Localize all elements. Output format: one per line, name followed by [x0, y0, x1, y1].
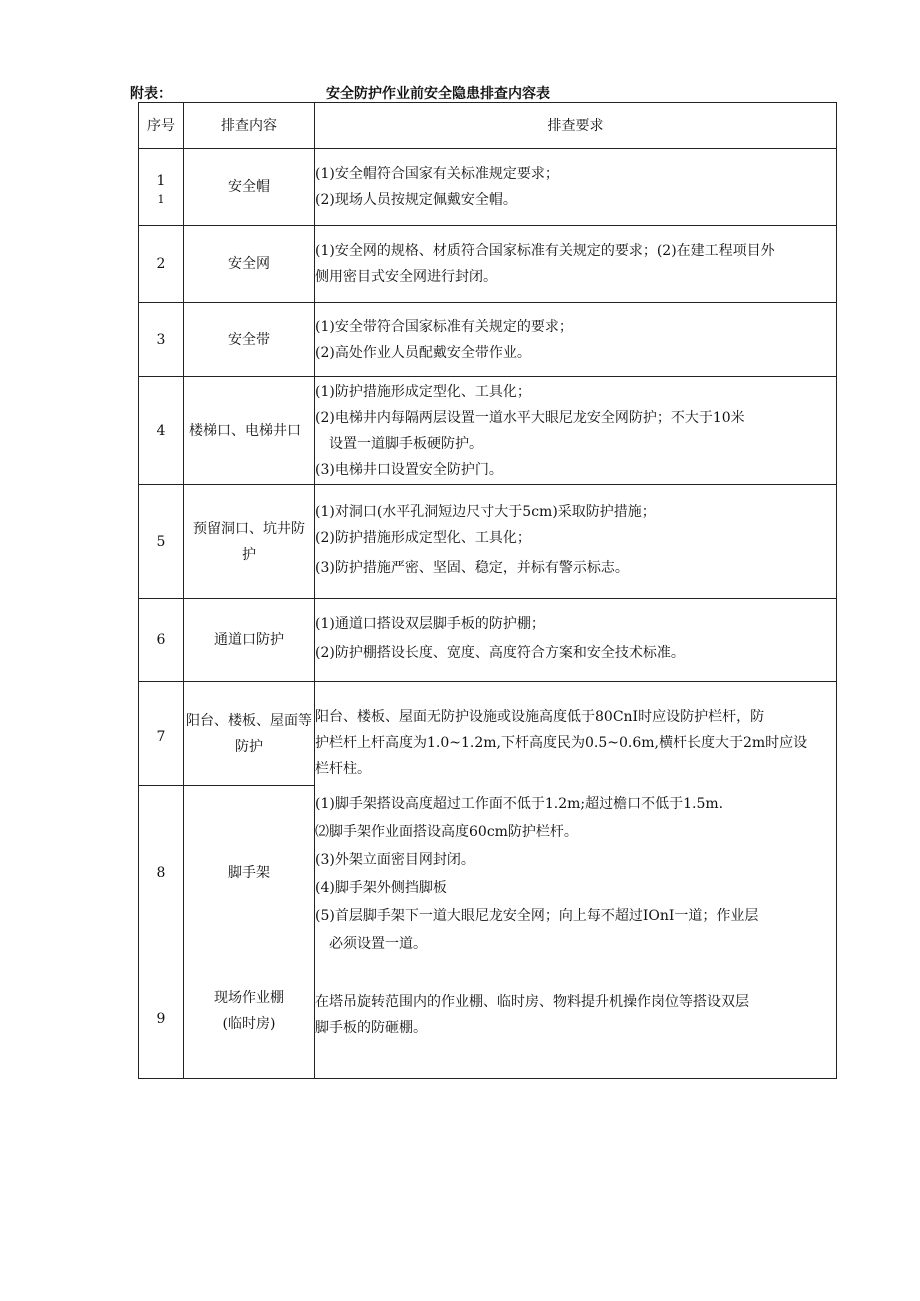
requirement-line: (3)外架立面密目网封闭。: [315, 851, 475, 868]
requirement-line: (2)防护措施形成定型化、工具化；: [315, 529, 531, 546]
appendix-label: 附表：: [130, 86, 172, 102]
row-item-line: 现场作业棚: [214, 989, 284, 1006]
row-number: 3: [139, 303, 184, 377]
requirement-line: (3)电梯井口设置安全防护门。: [315, 461, 503, 478]
document-title: 安全防护作业前安全隐患排查内容表: [326, 86, 550, 102]
column-header-no: 序号: [139, 103, 184, 149]
table-row: [139, 961, 837, 1079]
table-header-row: [139, 103, 837, 149]
table-row: [139, 377, 837, 485]
row-requirement: [315, 149, 837, 226]
requirement-line: (2)现场人员按规定佩戴安全帽。: [315, 192, 517, 208]
row-requirement: [315, 226, 837, 303]
requirement-line: (1)安全帽符合国家有关标准规定要求；: [315, 166, 559, 182]
row-item: 脚手架: [184, 786, 315, 961]
requirement-line: (1)脚手架搭设高度超过工作面不低于1.2m;超过檐口不低于1.5m.: [315, 795, 724, 812]
requirement-line: (1)防护措施形成定型化、工具化；: [315, 383, 531, 400]
table-row: [139, 226, 837, 303]
row-number: 9: [139, 961, 184, 1079]
requirement-line: (3)防护措施严密、坚固、稳定，并标有警示标志。: [315, 559, 629, 576]
requirement-line: 护栏杆上杆高度为1.0~1.2m,下杆高度民为0.5~0.6m,横杆长度大于2m时应设: [315, 735, 808, 751]
row-item: 楼梯口、电梯井口: [184, 377, 315, 485]
requirement-line: (1)对洞口(水平孔洞短边尺寸大于5cm)采取防护措施；: [315, 503, 656, 520]
row-number: 5: [139, 485, 184, 599]
requirement-line: 在塔吊旋转范围内的作业棚、临时房、物料提升机操作岗位等搭设双层: [315, 993, 749, 1010]
requirement-line: (1)通道口搭设双层脚手板的防护棚；: [315, 616, 545, 632]
requirement-line: (4)脚手架外侧挡脚板: [315, 879, 447, 896]
row-number-subscript: 1: [157, 193, 165, 206]
row-item: 安全带: [184, 303, 315, 377]
row-number: 4: [139, 377, 184, 485]
requirement-line: 必须设置一道。: [329, 935, 427, 952]
row-requirement: [315, 599, 837, 682]
table-row: [139, 786, 837, 961]
column-header-item: 排查内容: [184, 103, 315, 149]
row-number: 8: [139, 786, 184, 961]
inspection-table: [138, 102, 837, 1079]
table-row: [139, 149, 837, 226]
row-item: 通道口防护: [184, 599, 315, 682]
row-requirement: [315, 377, 837, 485]
table-row: [139, 485, 837, 599]
row-number: [139, 149, 184, 226]
row-item: 预留洞口、坑井防护: [184, 485, 315, 599]
requirement-line: (2)防护棚搭设长度、宽度、高度符合方案和安全技术标准。: [315, 645, 685, 661]
row-requirement: [315, 961, 837, 1079]
requirement-line: 脚手板的防砸棚。: [315, 1019, 427, 1036]
row-requirement: [315, 485, 837, 599]
row-requirement: [315, 303, 837, 377]
table-row: [139, 303, 837, 377]
requirement-line: ⑵脚手架作业面搭设高度60cm防护栏杆。: [315, 823, 578, 840]
table-row: [139, 599, 837, 682]
row-item: 安全帽: [184, 149, 315, 226]
row-number: 6: [139, 599, 184, 682]
row-item-line: (临时房): [222, 1015, 276, 1032]
row-item: [184, 961, 315, 1079]
requirement-line: (2)电梯井内每隔两层设置一道水平大眼尼龙安全网防护；不大于10米: [315, 409, 745, 426]
table-row: [139, 682, 837, 786]
row-requirement: [315, 786, 837, 961]
requirement-line: 设置一道脚手板硬防护。: [329, 435, 483, 452]
requirement-line: (2)高处作业人员配戴安全带作业。: [315, 344, 531, 361]
row-requirement: [315, 682, 837, 786]
column-header-requirement: 排查要求: [315, 103, 837, 149]
requirement-line: (5)首层脚手架下一道大眼尼龙安全网；向上每不超过IOnI一道；作业层: [315, 907, 759, 924]
requirement-line: 侧用密目式安全网进行封闭。: [315, 269, 497, 285]
requirement-line: (1)安全网的规格、材质符合国家标准有关规定的要求；(2)在建工程项目外: [315, 243, 775, 259]
requirement-line: 栏杆柱。: [315, 761, 371, 777]
row-item: 阳台、楼板、屋面等防护: [184, 682, 315, 786]
row-item: 安全网: [184, 226, 315, 303]
requirement-line: 阳台、楼板、屋面无防护设施或设施高度低于80CnI时应设防护栏杆，防: [315, 709, 765, 725]
row-number-value: 1: [156, 173, 166, 189]
row-number: 7: [139, 682, 184, 786]
row-number: 2: [139, 226, 184, 303]
requirement-line: (1)安全带符合国家标准有关规定的要求；: [315, 318, 573, 335]
